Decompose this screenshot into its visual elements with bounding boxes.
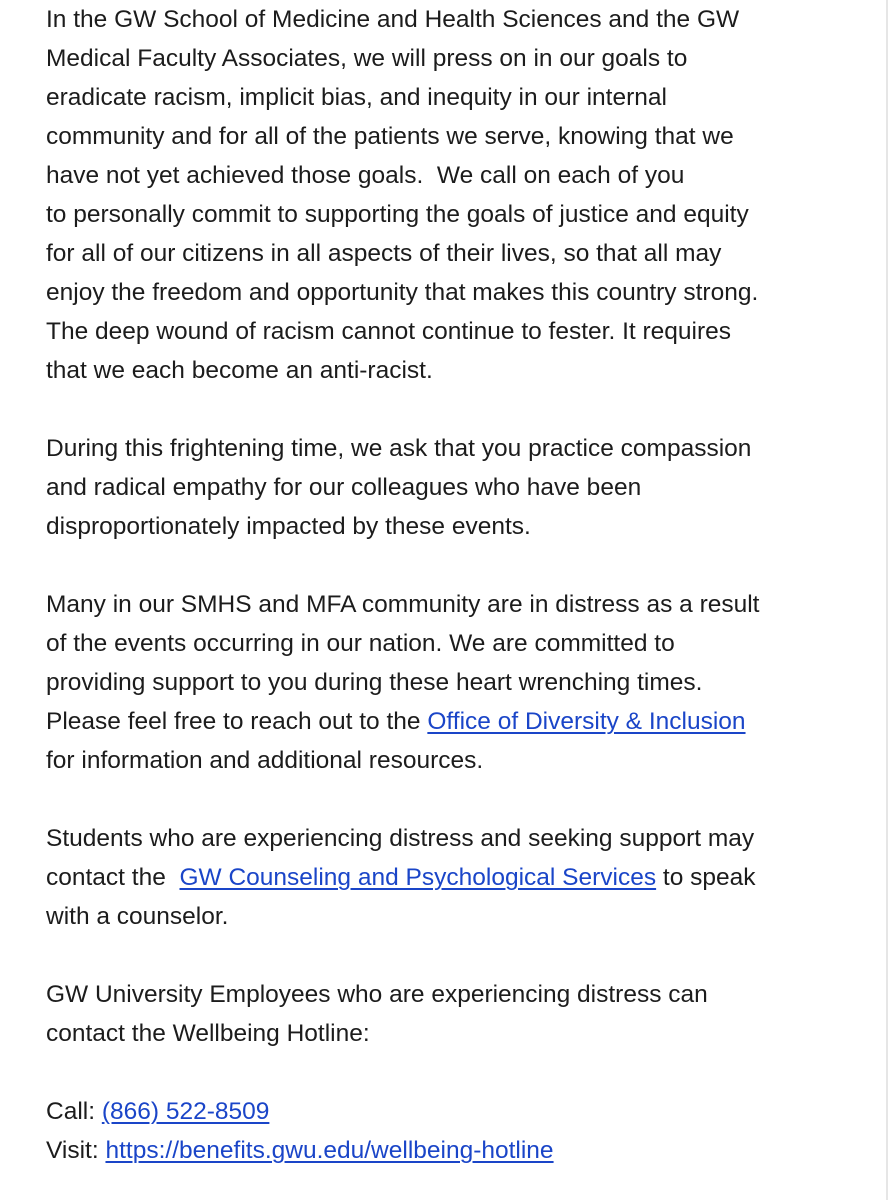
text-line: community and for all of the patients we serve, knowing that we [46, 123, 734, 150]
text-line: to personally commit to supporting the goals of justice and equity [46, 201, 749, 228]
text-segment: to speak [656, 864, 756, 891]
text-line: that we each become an anti-racist. [46, 357, 433, 384]
document-body [46, 0, 866, 1170]
text-line: The deep wound of racism cannot continue to fester. It requires [46, 318, 732, 345]
text-line: disproportionately impacted by these events. [46, 513, 531, 540]
call-line [46, 1092, 866, 1131]
text-line: for all of our citizens in all aspects of their lives, so that all may [46, 240, 722, 267]
paragraph-spacer [46, 390, 866, 429]
paragraph-spacer [46, 546, 866, 585]
visit-line [46, 1131, 866, 1170]
paragraph-spacer [46, 936, 866, 975]
text-line: for information and additional resources. [46, 747, 484, 774]
text-line: contact the Wellbeing Hotline: [46, 1020, 370, 1047]
text-line: providing support to you during these heart wrenching times. [46, 669, 703, 696]
text-line-with-link [46, 702, 866, 741]
text-line: During this frightening time, we ask that you practice compassion [46, 435, 752, 462]
paragraph-employees [46, 975, 866, 1053]
hotline-phone-link[interactable]: (866) 522-8509 [101, 1098, 270, 1125]
text-segment: contact the [46, 864, 180, 891]
paragraph-students [46, 819, 866, 936]
text-line: enjoy the freedom and opportunity that makes this country strong. [46, 279, 759, 306]
text-line: eradicate racism, implicit bias, and inequity in our internal [46, 84, 667, 111]
text-line: In the GW School of Medicine and Health Sciences and the GW [46, 6, 740, 33]
paragraph-spacer [46, 780, 866, 819]
diversity-inclusion-link[interactable]: Office of Diversity & Inclusion [427, 708, 746, 735]
paragraph-compassion [46, 429, 866, 546]
text-line: of the events occurring in our nation. We are committed to [46, 630, 675, 657]
paragraph-community-support [46, 585, 866, 780]
text-line: GW University Employees who are experiencing distress can [46, 981, 708, 1008]
text-line: and radical empathy for our colleagues who have been [46, 474, 642, 501]
text-line-with-link [46, 858, 866, 897]
visit-label: Visit: [46, 1137, 106, 1164]
counseling-services-link[interactable]: GW Counseling and Psychological Services [179, 864, 657, 891]
paragraph-spacer [46, 1053, 866, 1092]
text-segment: Please feel free to reach out to the [46, 708, 428, 735]
contact-block [46, 1092, 866, 1170]
paragraph-commitment [46, 0, 866, 390]
call-label: Call: [46, 1098, 102, 1125]
text-line: Many in our SMHS and MFA community are in distress as a result [46, 591, 760, 618]
wellbeing-hotline-url-link[interactable]: https://benefits.gwu.edu/wellbeing-hotline [105, 1137, 554, 1164]
text-line: with a counselor. [46, 903, 229, 930]
text-line: have not yet achieved those goals. We call on each of you [46, 162, 685, 189]
text-line: Medical Faculty Associates, we will press on in our goals to [46, 45, 688, 72]
text-line: Students who are experiencing distress and seeking support may [46, 825, 755, 852]
